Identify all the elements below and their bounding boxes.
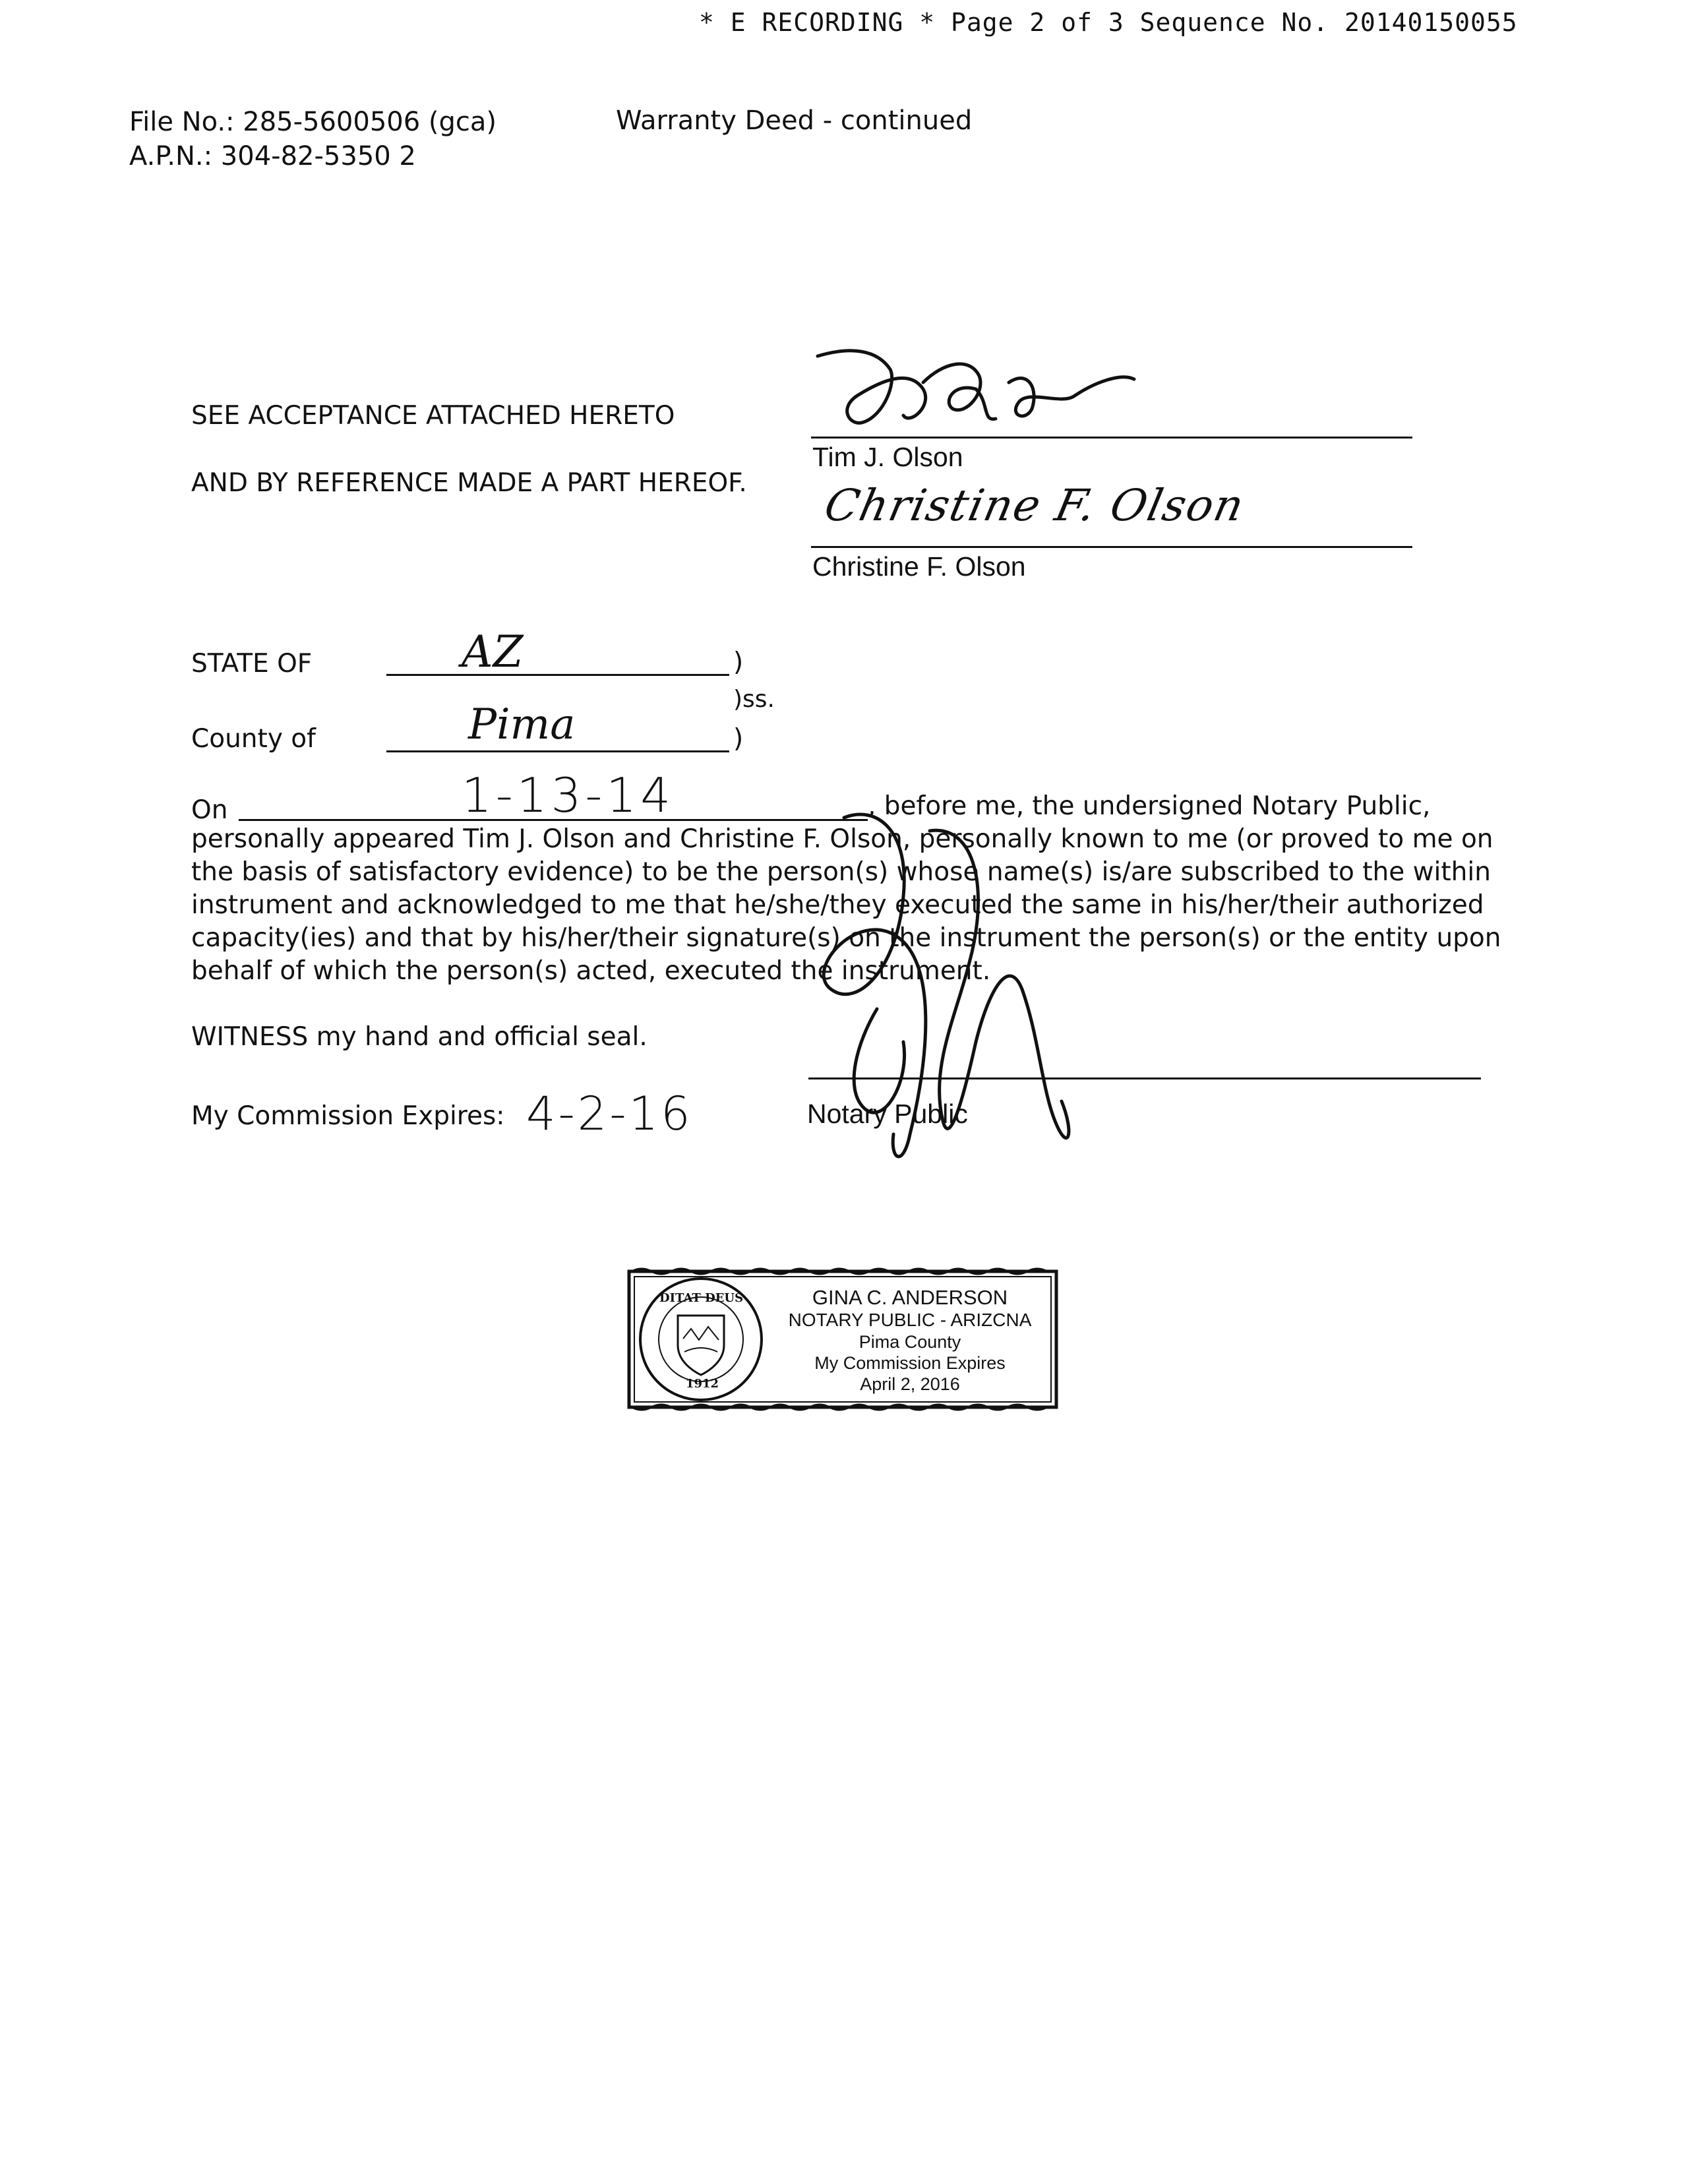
ss-mark: )ss. xyxy=(733,686,775,713)
recording-header: * E RECORDING * Page 2 of 3 Sequence No. 20140150055 xyxy=(699,8,1518,37)
witness-statement: WITNESS my hand and official seal. xyxy=(191,1022,648,1052)
county-label: County of xyxy=(191,724,316,754)
county-paren: ) xyxy=(733,724,744,754)
document-title: Warranty Deed - continued xyxy=(616,106,973,136)
seal-motto: DITAT DEUS xyxy=(659,1291,744,1305)
seal-year: 1912 xyxy=(685,1377,719,1391)
signer-1-name: Tim J. Olson xyxy=(812,442,963,472)
notary-expires-label: My Commission Expires xyxy=(814,1353,1006,1373)
apn-number: A.P.N.: 304-82-5350 2 xyxy=(129,141,416,171)
county-blank-line xyxy=(386,750,729,752)
commission-expiry-value: 4-2-16 xyxy=(526,1087,693,1141)
acknowledgment-line-5: capacity(ies) and that by his/her/their signature(s) on the instrument the person(s) or the entity upon xyxy=(191,923,1501,953)
notary-signature xyxy=(778,791,1095,1174)
acknowledgment-line-4: instrument and acknowledged to me that he/she/they executed the same in his/her/their authorized xyxy=(191,890,1484,920)
acceptance-line-2: AND BY REFERENCE MADE A PART HEREOF. xyxy=(191,468,747,498)
state-paren: ) xyxy=(733,648,744,677)
notary-title: NOTARY PUBLIC - ARIZCNA xyxy=(788,1310,1032,1330)
file-number: File No.: 285-5600506 (gca) xyxy=(129,107,497,137)
acknowledgment-line-3: the basis of satisfactory evidence) to be the person(s) whose name(s) is/are subscribed to the within xyxy=(191,857,1491,887)
state-value: AZ xyxy=(462,626,524,677)
signature-line-2 xyxy=(811,546,1412,548)
acceptance-line-1: SEE ACCEPTANCE ATTACHED HERETO xyxy=(191,401,675,431)
acknowledgment-line-6: behalf of which the person(s) acted, executed the instrument. xyxy=(191,956,991,986)
signature-tim-olson xyxy=(811,343,1154,442)
state-label: STATE OF xyxy=(191,649,313,679)
notary-name: GINA C. ANDERSON xyxy=(812,1286,1008,1309)
notary-public-label: Notary Public xyxy=(807,1099,968,1129)
acknowledgment-line-1: , before me, the undersigned Notary Public, xyxy=(868,791,1431,821)
county-value: Pima xyxy=(468,700,576,749)
signature-line-1 xyxy=(811,437,1412,439)
state-blank-line xyxy=(386,674,729,676)
signature-christine-olson: Christine F. Olson xyxy=(820,480,1250,531)
notary-expires-date: April 2, 2016 xyxy=(860,1374,960,1394)
notary-county: Pima County xyxy=(859,1332,961,1352)
commission-label: My Commission Expires: xyxy=(191,1101,505,1131)
on-label: On xyxy=(191,795,228,825)
acknowledgment-date: 1-13-14 xyxy=(462,768,675,823)
acknowledgment-line-2: personally appeared Tim J. Olson and Christine F. Olson, personally known to me (or proved to me on xyxy=(191,824,1493,854)
signer-2-name: Christine F. Olson xyxy=(812,551,1026,582)
